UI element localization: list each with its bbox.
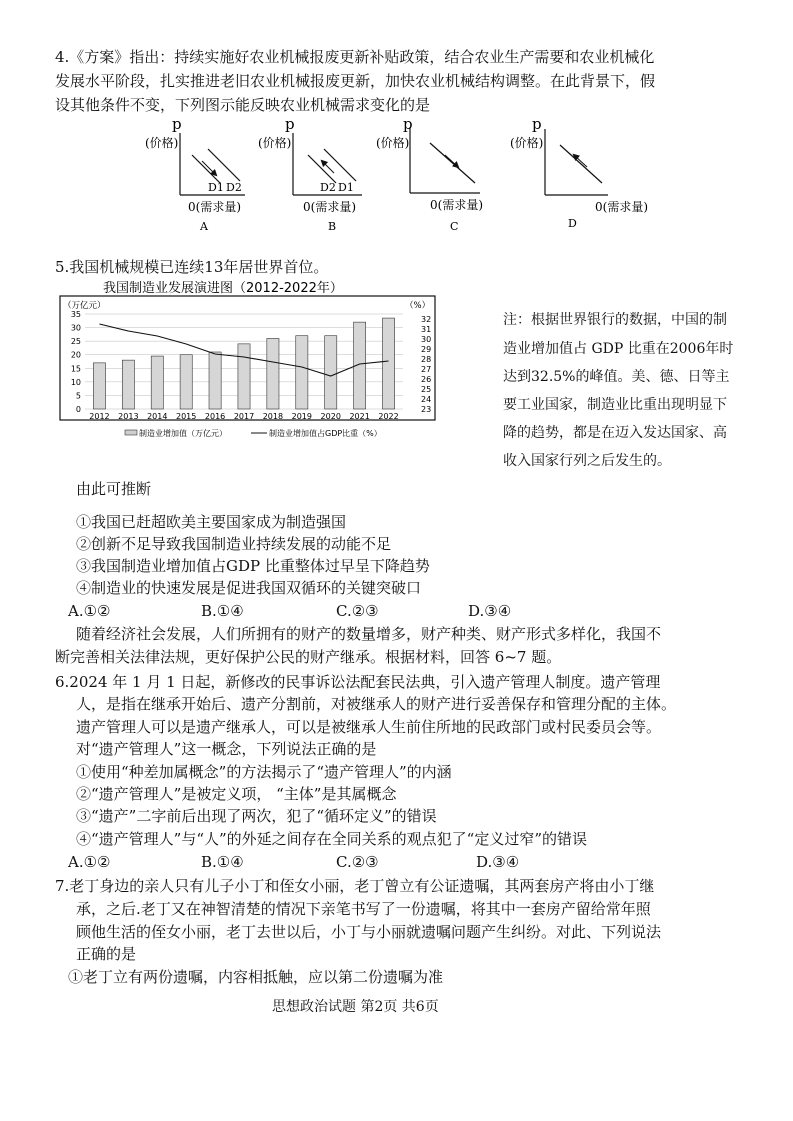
graph-a-curve-1 (192, 155, 220, 183)
bar (296, 336, 308, 409)
right-tick-label: 27 (421, 365, 432, 374)
left-tick-label: 15 (70, 364, 81, 374)
graph-a-p: p (172, 115, 182, 133)
graph-a-price: (价格) (145, 136, 179, 150)
right-tick-label: 29 (421, 345, 432, 354)
q6-line2: 人，是指在继承开始后、遗产分割前，对被继承人的财产进行妥善保存和管理分配的主体。 (76, 695, 677, 713)
x-tick-label: 2022 (378, 412, 399, 421)
right-tick-label: 28 (421, 355, 432, 364)
graph-a (145, 115, 245, 233)
graph-b (258, 115, 362, 233)
q6-statement-2: ②“遗产管理人”是被定义项， “主体”是其属概念 (76, 785, 397, 803)
chart-right-unit: （%） (405, 301, 431, 311)
x-tick-label: 2021 (349, 412, 370, 421)
x-tick-label: 2017 (233, 412, 255, 421)
left-tick-label: 35 (70, 310, 81, 319)
q4-line3: 设其他条件不变，下列图示能反映农业机械需求变化的是 (55, 96, 431, 114)
bar (122, 360, 134, 409)
q5-note-line: 降的趋势，都是在迈入发达国家、高 (503, 425, 727, 441)
graph-d-label: D (568, 217, 577, 230)
x-tick-label: 2015 (176, 412, 197, 421)
right-tick-label: 32 (421, 315, 432, 324)
q6-option-b[interactable]: B.①④ (201, 853, 244, 871)
graph-a-d-right: D2 (226, 181, 242, 194)
graph-b-p: p (285, 115, 295, 133)
q5-statement-1: ①我国已赶超欧美主要国家成为制造强国 (76, 513, 347, 531)
q5-statement-4: ④制造业的快速发展是促进我国双循环的关键突破口 (76, 579, 422, 597)
graph-b-q: 0(需求量) (303, 200, 356, 214)
graph-c (376, 115, 483, 233)
q5-option-b[interactable]: B.①④ (201, 602, 244, 620)
graph-a-arrow-icon (202, 161, 216, 175)
chart-left-unit: （万亿元） (63, 301, 106, 311)
legend-line-label: 制造业增加值占GDP比重（%） (269, 429, 382, 438)
q5-stem: 5.我国机械规模已连续13年居世界首位。 (55, 258, 329, 276)
q6-statement-4: ④“遗产管理人”与“人”的外延之间存在全同关系的观点犯了“定义过窄”的错误 (76, 830, 588, 848)
q5-note-line: 注：根据世界银行的数据，中国的制 (503, 312, 727, 328)
q5-statement-2: ②创新不足导致我国制造业持续发展的动能不足 (76, 535, 392, 553)
demand-graphs (140, 115, 680, 235)
q5-note-line: 收入国家行列之后发生的。 (503, 453, 671, 469)
x-tick-label: 2014 (147, 412, 168, 421)
q6-statement-3: ③“遗产”二字前后出现了两次，犯了“循环定义”的错误 (76, 807, 437, 825)
right-tick-label: 25 (421, 385, 432, 394)
x-tick-label: 2016 (204, 412, 226, 421)
x-tick-label: 2012 (89, 412, 110, 421)
graph-d-arrow-icon (574, 155, 587, 167)
graph-a-d-left: D1 (208, 181, 224, 194)
bar (267, 338, 279, 409)
left-tick-label: 5 (75, 391, 81, 401)
q6-line3: 遗产管理人可以是遗产继承人，可以是被继承人生前住所地的民政部门或村民委员会等。 (76, 718, 662, 736)
q5-option-a[interactable]: A.①② (68, 602, 111, 620)
graph-c-curve (430, 143, 475, 183)
right-tick-label: 23 (421, 405, 432, 414)
left-tick-label: 25 (70, 337, 81, 347)
q4-line2: 发展水平阶段，扎实推进老旧农业机械报废更新，加快农业机械结构调整。在此背景下，假 (55, 72, 656, 90)
graph-b-d-right: D1 (338, 181, 354, 194)
chart-legend (125, 428, 382, 438)
intro-line2: 断完善相关法律法规，更好保护公民的财产继承。根据材料，回答 6~7 题。 (55, 648, 562, 666)
q4-line1: 4.《方案》指出：持续实施好农业机械报废更新补贴政策，结合农业生产需要和农业机械化 (55, 48, 655, 66)
x-tick-label: 2013 (118, 412, 139, 421)
q5-note-line: 达到32.5%的峰值。美、德、日等主 (503, 369, 730, 385)
right-tick-label: 24 (421, 395, 432, 404)
q5-note-line: 造业增加值占 GDP 比重在2006年时 (503, 341, 734, 357)
q5-option-c[interactable]: C.②③ (336, 602, 379, 620)
page-footer: 思想政治试题 第2页 共6页 (272, 999, 439, 1015)
bar (151, 356, 163, 409)
graph-b-price: (价格) (258, 136, 292, 150)
q5-option-d[interactable]: D.③④ (468, 602, 512, 620)
graph-c-arrow-icon (445, 155, 458, 167)
bar (93, 363, 105, 409)
q5-note-line: 要工业国家，制造业比重出现明显下 (503, 397, 727, 413)
manufacturing-chart (55, 278, 445, 443)
q7-line3: 顾他生活的侄女小丽，老丁去世以后，小丁与小丽就遗嘱问题产生纠纷。对此、下列说法 (76, 923, 662, 941)
graph-d (510, 115, 648, 230)
q6-statement-1: ①使用“种差加属概念”的方法揭示了“遗产管理人”的内涵 (76, 763, 452, 781)
bar (382, 318, 394, 409)
graph-b-curve-1 (308, 155, 336, 183)
q6-line1: 6.2024 年 1 月 1 日起，新修改的民事诉讼法配套民法典，引入遗产管理人制度。遗产管理 (55, 673, 661, 691)
left-tick-label: 20 (70, 350, 81, 360)
q7-line2: 承，之后.老丁又在神智清楚的情况下亲笔书写了一份遗嘱，将其中一套房产留给常年照 (76, 900, 651, 918)
graph-d-q: 0(需求量) (595, 200, 648, 214)
q6-option-a[interactable]: A.①② (68, 853, 111, 871)
bar (238, 344, 250, 409)
q7-line1: 7.老丁身边的亲人只有儿子小丁和侄女小丽，老丁曾立有公证遗嘱，其两套房产将由小丁继 (55, 877, 655, 895)
left-tick-label: 0 (75, 405, 81, 414)
right-tick-label: 30 (421, 335, 432, 344)
graph-c-p: p (403, 115, 413, 133)
graph-a-label: A (200, 220, 208, 233)
q7-line4: 正确的是 (76, 945, 137, 963)
x-tick-label: 2020 (320, 412, 341, 421)
q6-option-d[interactable]: D.③④ (476, 853, 520, 871)
q5-infer: 由此可推断 (76, 480, 152, 498)
bar (180, 355, 192, 409)
graph-b-d-left: D2 (320, 181, 336, 194)
graph-c-q: 0(需求量) (430, 198, 483, 212)
bar (209, 352, 221, 409)
graph-d-curve (560, 145, 602, 183)
q6-line4: 对“遗产管理人”这一概念，下列说法正确的是 (76, 740, 377, 758)
graph-b-label: B (328, 220, 337, 233)
legend-bar-label: 制造业增加值（万亿元） (139, 429, 227, 438)
q5-statement-3: ③我国制造业增加值占GDP 比重整体过早呈下降趋势 (76, 557, 430, 575)
left-tick-label: 10 (70, 377, 81, 387)
graph-c-label: C (450, 220, 459, 233)
q7-statement-1: ①老丁立有两份遗嘱，内容相抵触，应以第二份遗嘱为准 (68, 968, 444, 986)
x-tick-label: 2018 (262, 412, 284, 421)
graph-d-price: (价格) (510, 136, 544, 150)
chart-title: 我国制造业发展演进图（2012-2022年） (103, 281, 343, 296)
graph-d-p: p (532, 115, 542, 133)
q6-option-c[interactable]: C.②③ (336, 853, 379, 871)
graph-a-q: 0(需求量) (188, 200, 241, 214)
intro-line1: 随着经济社会发展，人们所拥有的财产的数量增多，财产种类、财产形式多样化，我国不 (76, 625, 662, 643)
bar (325, 336, 337, 409)
x-tick-label: 2019 (291, 412, 312, 421)
left-tick-label: 30 (70, 323, 81, 333)
right-tick-label: 26 (421, 375, 432, 384)
graph-c-price: (价格) (376, 136, 410, 150)
right-tick-label: 31 (421, 325, 432, 334)
